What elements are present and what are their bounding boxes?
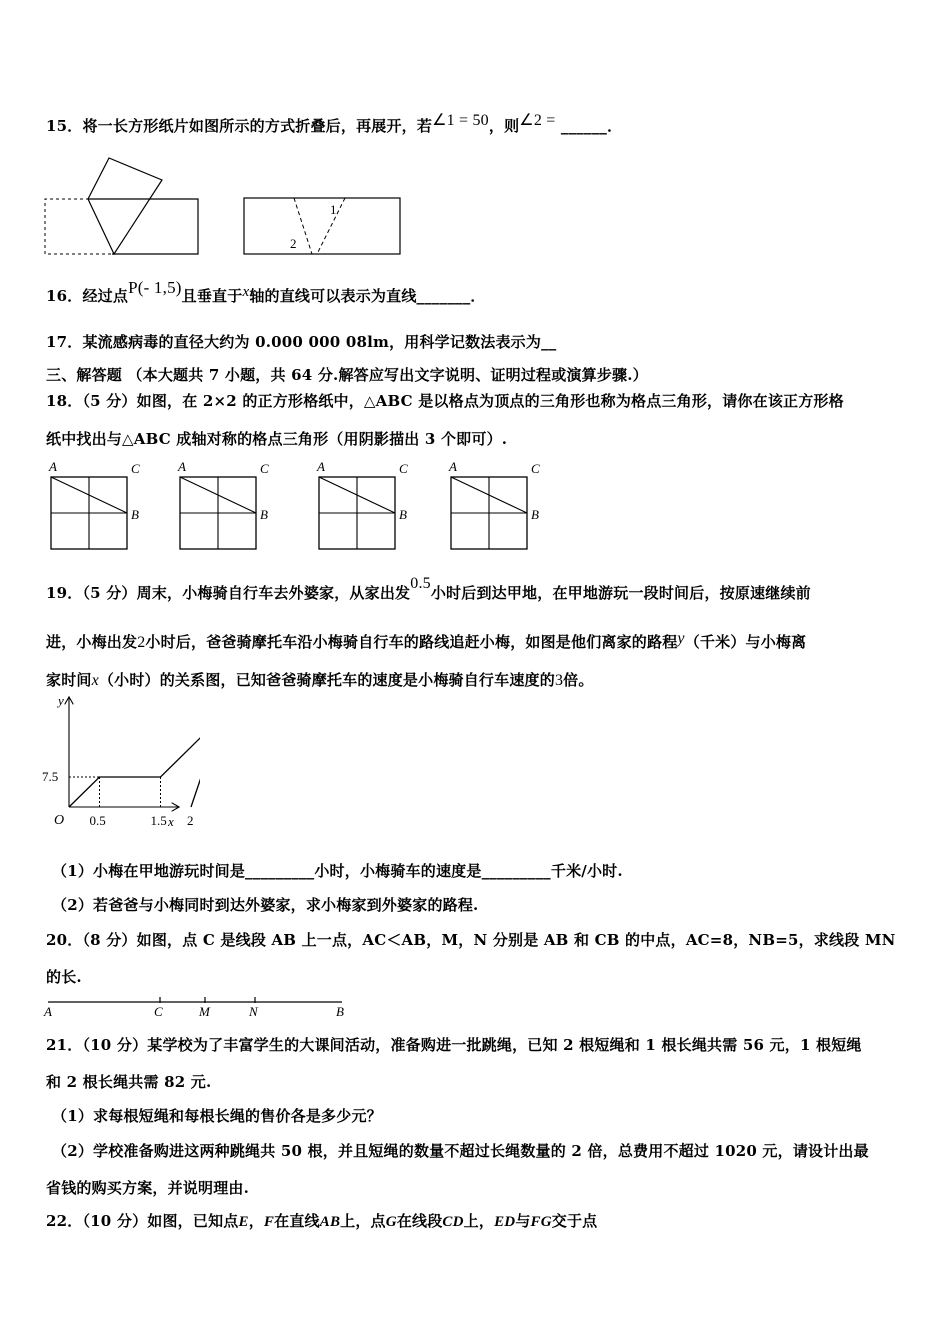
label-c: C (531, 461, 540, 476)
answer-blank[interactable]: ______ (560, 117, 608, 135)
angle1-expression: ∠1 = 50 (432, 112, 489, 129)
section-heading: 三、解答题 （本大题共 7 小题，共 64 分.解答应写出文字说明、证明过程或演算步骤.） (46, 366, 648, 384)
question-21-sub2-line1: （2）学校准备购进这两种跳绳共 50 根，并且短绳的数量不超过长绳数量的 2 倍，总费用不超过 1020 元，请设计出最 (52, 1142, 869, 1160)
point-m: M (199, 1004, 210, 1019)
label-a: A (49, 459, 57, 474)
var-x: x (242, 284, 250, 300)
x-tick-label: 0.5 (89, 813, 106, 828)
angle2-expression: ∠2 = (519, 112, 556, 129)
question-19-line3: 家时间x（小时）的关系图，已知爸爸骑摩托车的速度是小梅骑自行车速度的3倍。 (46, 671, 594, 689)
label-c: C (131, 461, 140, 476)
origin-label: O (54, 813, 65, 828)
answer-blank[interactable]: _______ (416, 287, 471, 305)
label-b: B (260, 507, 268, 522)
point-n: N (249, 1004, 258, 1019)
label-a: A (178, 459, 186, 474)
question-16: 16．经过点P(- 1,5)且垂直于x轴的直线可以表示为直线_______． (46, 278, 486, 305)
question-21-sub1: （1）求每根短绳和每根长绳的售价各是多少元？ (52, 1107, 382, 1125)
question-19-line2: 进，小梅出发2小时后，爸爸骑摩托车沿小梅骑自行车的路线追赶小梅，如图是他们离家的路程y（千米）与小梅离 (46, 630, 807, 651)
grid-figure-3 (316, 459, 408, 549)
label-b: B (131, 507, 139, 522)
label-a: A (317, 459, 325, 474)
question-19-sub1: （1）小梅在甲地游玩时间是_________小时，小梅骑车的速度是_________千米/小时. (52, 862, 623, 880)
question-17: 17．某流感病毒的直径大约为 0.000 000 08lm，用科学记数法表示为__ (46, 333, 557, 351)
grid-figure-1 (48, 459, 140, 549)
question-21-line2: 和 2 根长绳共需 82 元. (46, 1073, 212, 1091)
question-21-sub2-line2: 省钱的购买方案，并说明理由. (46, 1179, 250, 1197)
question-15: 15．将一长方形纸片如图所示的方式折叠后，再展开，若∠1 = 50，则∠2 = ______． (46, 112, 623, 135)
label-b: B (399, 507, 407, 522)
question-18-line1: 18．（5 分）如图，在 2×2 的正方形格纸中，△ABC 是以格点为顶点的三角形也称为格点三角形，请你在该正方形格 (46, 392, 844, 410)
x-axis-label: x (168, 814, 174, 829)
question-19-sub2: （2）若爸爸与小梅同时到达外婆家，求小梅家到外婆家的路程. (52, 896, 479, 914)
question-18-line2: 纸中找出与△ABC 成轴对称的格点三角形（用阴影描出 3 个即可）. (46, 430, 508, 448)
question-19-line1: 19．（5 分）周末，小梅骑自行车去外婆家，从家出发0.5小时后到达甲地，在甲地游玩一段时间后，按原速继续前 (46, 575, 811, 602)
segment-figure (40, 995, 360, 1020)
label-c: C (260, 461, 269, 476)
point-a: A (44, 1004, 52, 1019)
label-a: A (449, 459, 457, 474)
fold-figure-right (244, 198, 400, 254)
question-22: 22．（10 分）如图，已知点E，F在直线AB上，点G在线段CD上，ED与FG交于点 (46, 1212, 598, 1230)
angle-label-2: 2 (290, 236, 297, 251)
series-line-1 (69, 717, 200, 807)
y-axis-label: y (58, 693, 64, 708)
answer-blank-2[interactable]: _________ (481, 862, 551, 880)
distance-time-chart (40, 690, 200, 835)
angle-label-1: 1 (330, 202, 337, 217)
y-tick-label: 7.5 (42, 769, 59, 784)
grid-figures (40, 455, 560, 555)
series-line-2 (191, 717, 200, 807)
fold-figure-left (45, 158, 198, 254)
point-c: C (154, 1004, 163, 1019)
grid-figure-2 (177, 459, 269, 549)
question-20-line1: 20．（8 分）如图，点 C 是线段 AB 上一点，AC＜AB，M，N 分别是 AB 和 CB 的中点，AC=8，NB=5，求线段 MN (46, 931, 896, 949)
label-b: B (531, 507, 539, 522)
question-21-line1: 21．（10 分）某学校为了丰富学生的大课间活动，准备购进一批跳绳，已知 2 根短绳和 1 根长绳共需 56 元，1 根短绳 (46, 1036, 862, 1054)
x-tick-label: 1.5 (150, 813, 167, 828)
x-tick-label: 2 (187, 813, 194, 828)
fold-figure (40, 150, 410, 260)
answer-blank-1[interactable]: _________ (245, 862, 315, 880)
grid-figure-4 (448, 459, 540, 549)
label-c: C (399, 461, 408, 476)
point-b: B (336, 1004, 344, 1019)
question-20-line2: 的长. (46, 968, 82, 986)
point-p: P(- 1,5) (128, 278, 182, 297)
